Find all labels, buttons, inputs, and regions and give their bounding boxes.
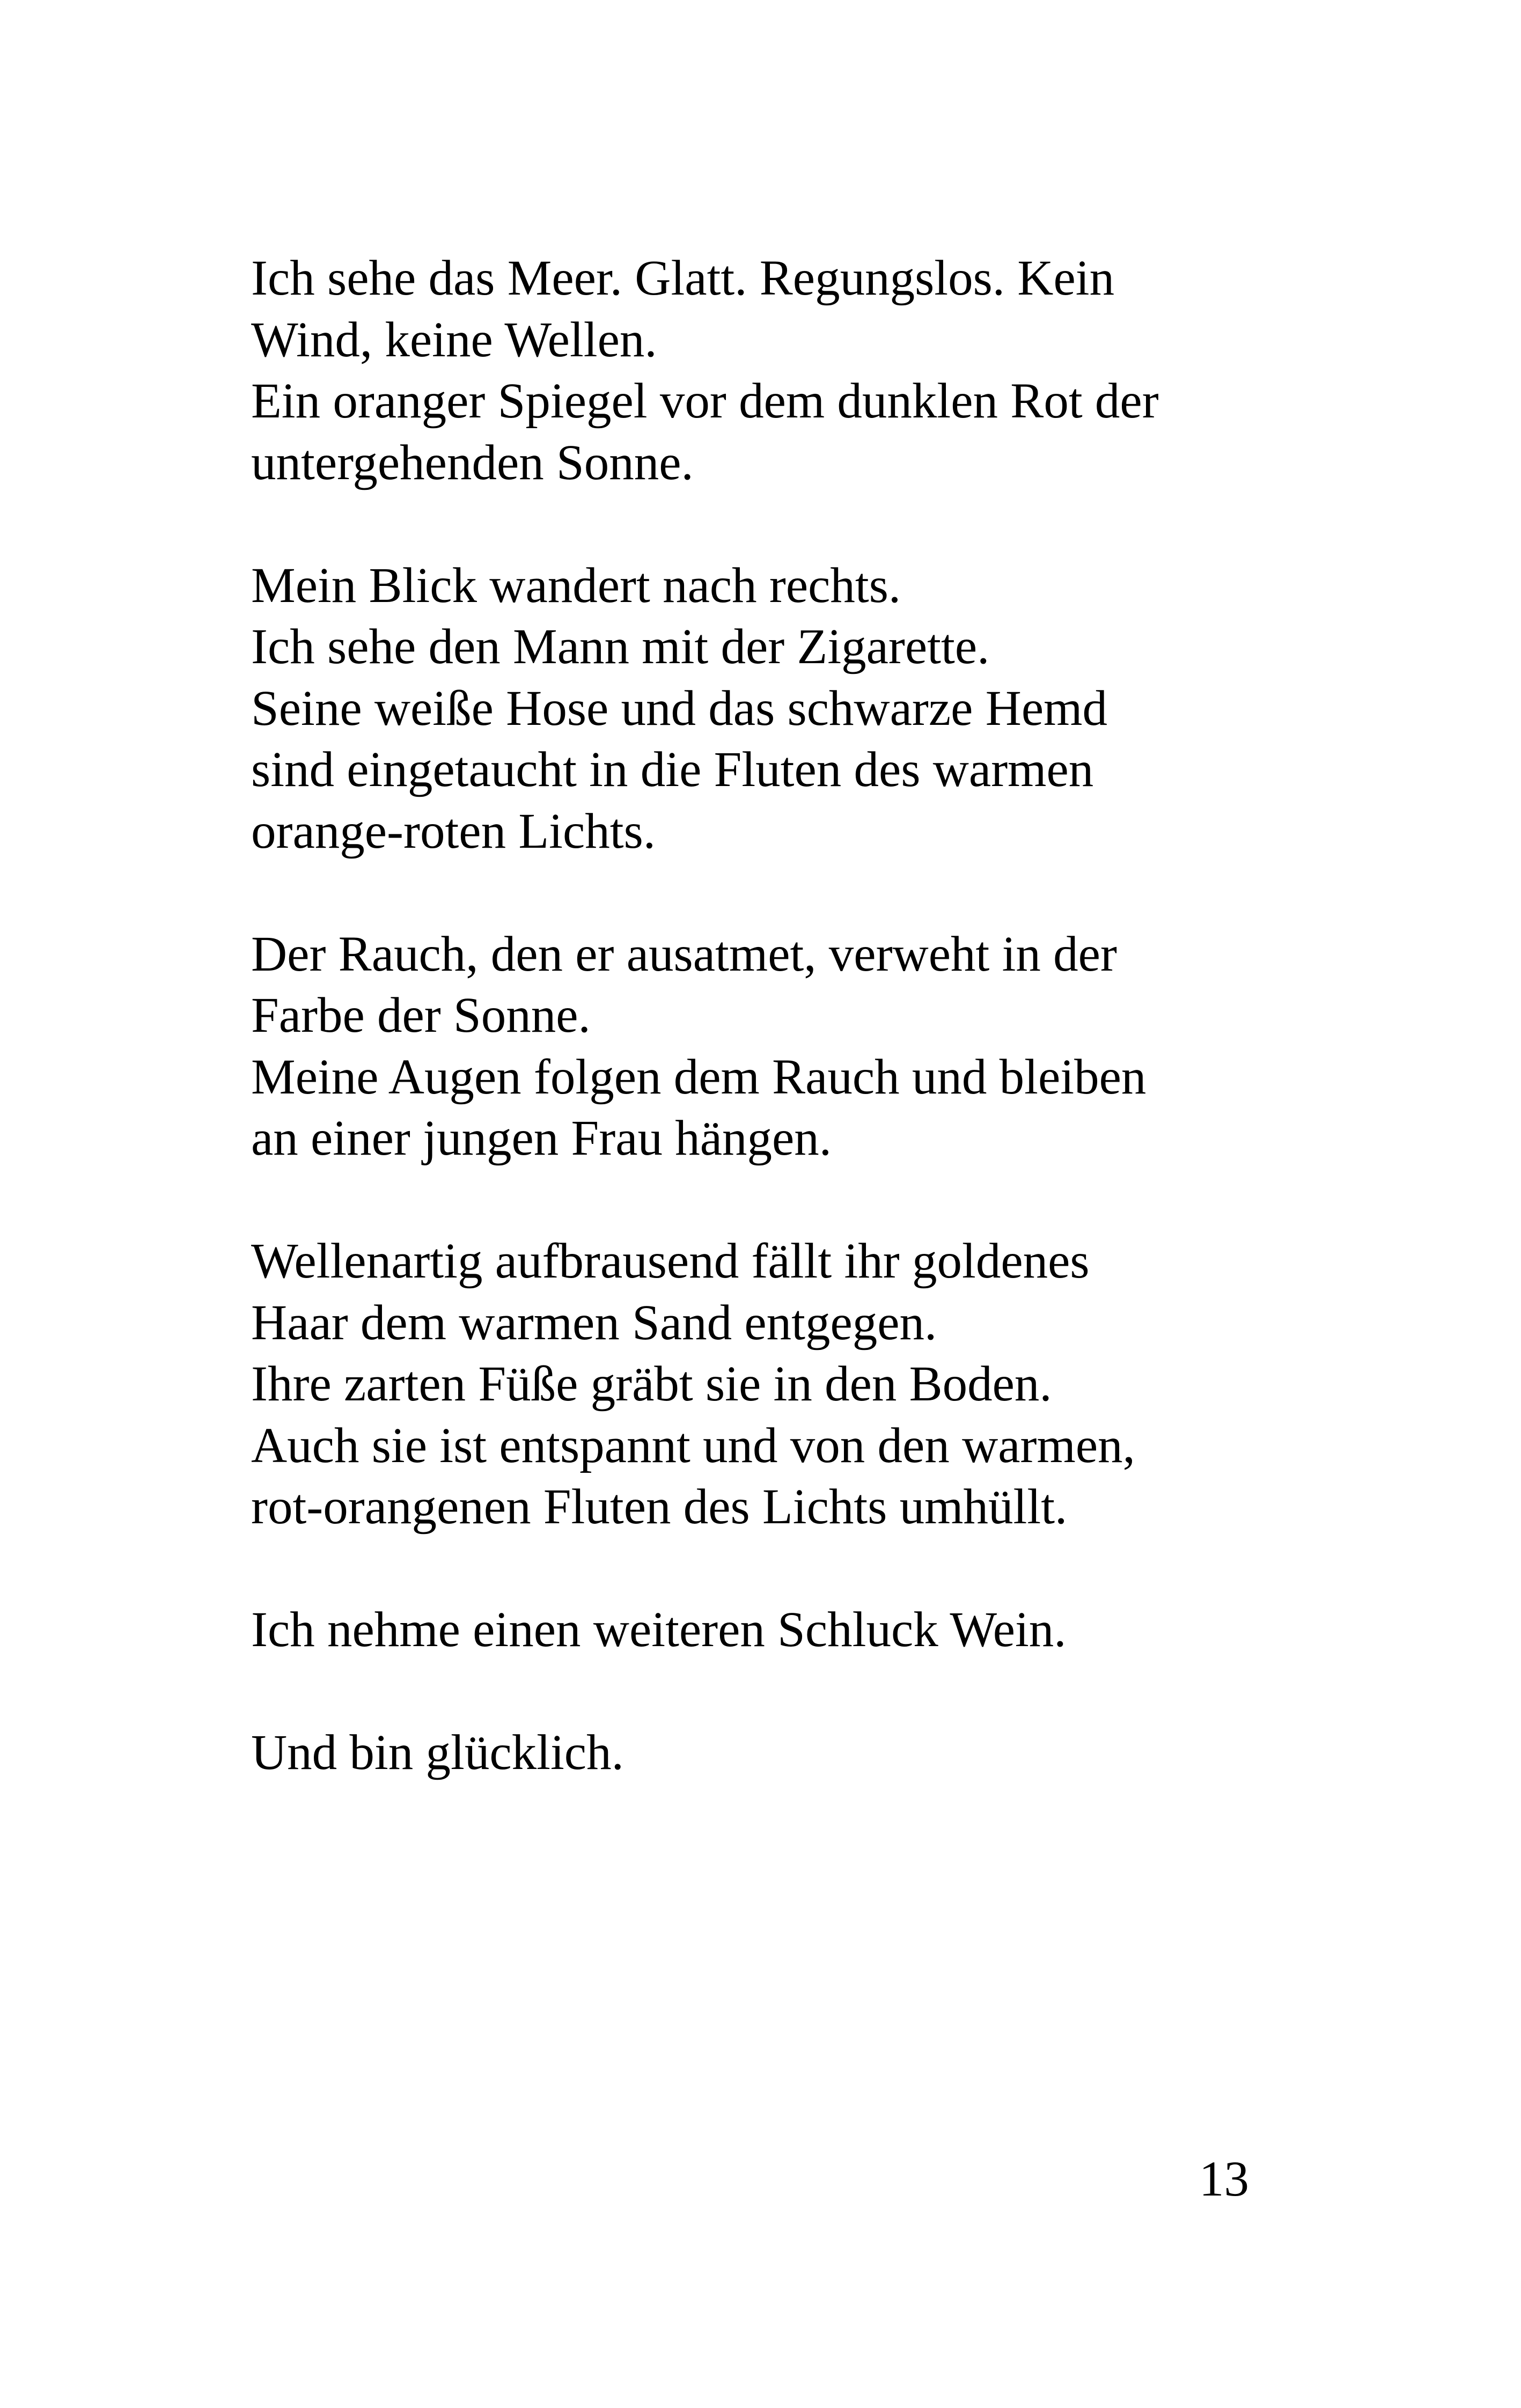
poem-line: Auch sie ist entspannt und von den warmen, <box>251 1418 1135 1473</box>
poem-line: Der Rauch, den er ausatmet, verweht in der <box>251 926 1117 982</box>
stanza-4 <box>251 1231 1303 1538</box>
poem-line: Wellenartig aufbrausend fällt ihr goldenes <box>251 1234 1090 1289</box>
poem-line: Mein Blick wandert nach rechts. <box>251 557 901 613</box>
stanza-2 <box>251 555 1303 863</box>
poem-line: an einer jungen Frau hängen. <box>251 1111 832 1166</box>
stanza-1 <box>251 248 1303 494</box>
poem-line: Ich nehme einen weiteren Schluck Wein. <box>251 1602 1067 1657</box>
poem-text <box>251 248 1303 1845</box>
poem-line: Ich sehe das Meer. Glatt. Regungslos. Kein <box>251 251 1115 306</box>
poem-line: Wind, keine Wellen. <box>251 312 657 368</box>
poem-line: untergehenden Sonne. <box>251 435 694 490</box>
poem-line: Und bin glücklich. <box>251 1725 624 1780</box>
poem-line: Haar dem warmen Sand entgegen. <box>251 1295 937 1350</box>
poem-line: Ein oranger Spiegel vor dem dunklen Rot der <box>251 373 1159 429</box>
poem-line: Ihre zarten Füße gräbt sie in den Boden. <box>251 1356 1052 1412</box>
poem-line: Farbe der Sonne. <box>251 988 591 1043</box>
page-number: 13 <box>1199 2152 1249 2207</box>
poem-line: sind eingetaucht in die Fluten des warmen <box>251 742 1094 797</box>
stanza-3 <box>251 924 1303 1170</box>
stanza-5 <box>251 1599 1303 1661</box>
poem-line: Ich sehe den Mann mit der Zigarette. <box>251 619 990 674</box>
poem-line: Seine weiße Hose und das schwarze Hemd <box>251 680 1107 736</box>
poem-line: orange-roten Lichts. <box>251 803 656 859</box>
stanza-6 <box>251 1722 1303 1784</box>
poem-line: Meine Augen folgen dem Rauch und bleiben <box>251 1049 1147 1105</box>
poem-line: rot-orangenen Fluten des Lichts umhüllt. <box>251 1479 1068 1535</box>
